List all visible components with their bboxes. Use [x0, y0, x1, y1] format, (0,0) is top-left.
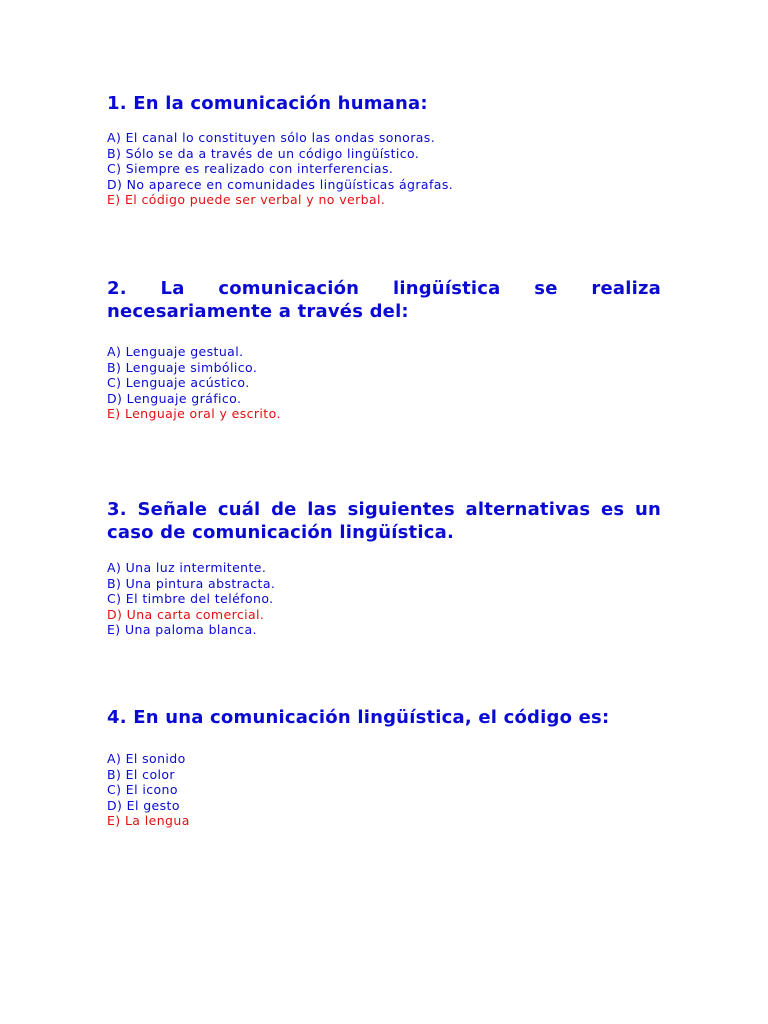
- option-c: C) Siempre es realizado con interferencias.: [107, 161, 394, 176]
- question-3: [107, 498, 661, 638]
- question-1: [107, 92, 661, 208]
- option-d-correct: D) Una carta comercial.: [107, 606, 265, 622]
- option-e-correct: E) La lengua: [107, 813, 190, 828]
- option-c: C) El icono: [107, 782, 178, 797]
- option-b: B) El color: [107, 766, 175, 782]
- question-4: [107, 706, 661, 829]
- option-d: D) No aparece en comunidades lingüísticas ágrafas.: [107, 176, 454, 192]
- option-c: C) El timbre del teléfono.: [107, 591, 274, 606]
- option-b: B) Sólo se da a través de un código lingüístico.: [107, 145, 420, 161]
- option-a: A) El canal lo constituyen sólo las ondas sonoras.: [107, 130, 436, 145]
- option-d: D) El gesto: [107, 797, 180, 813]
- option-a: A) Lenguaje gestual.: [107, 344, 244, 359]
- question-3-options: [107, 560, 661, 638]
- question-1-options: [107, 130, 661, 208]
- option-e-correct: E) El código puede ser verbal y no verbal.: [107, 192, 386, 207]
- question-4-options: [107, 751, 661, 829]
- option-b: B) Una pintura abstracta.: [107, 575, 276, 591]
- option-d: D) Lenguaje gráfico.: [107, 390, 242, 406]
- question-2-options: [107, 344, 661, 422]
- option-e: E) Una paloma blanca.: [107, 622, 257, 637]
- question-3-title: 3. Señale cuál de las siguientes alternativas es un caso de comunicación lingüística.: [107, 499, 661, 543]
- option-b: B) Lenguaje simbólico.: [107, 359, 258, 375]
- option-c: C) Lenguaje acústico.: [107, 375, 250, 390]
- question-2-title: 2. La comunicación lingüística se realiza necesariamente a través del:: [107, 278, 661, 322]
- question-1-title: 1. En la comunicación humana:: [107, 93, 428, 114]
- option-a: A) El sonido: [107, 751, 186, 766]
- question-4-title: 4. En una comunicación lingüística, el código es:: [107, 707, 610, 728]
- option-e-correct: E) Lenguaje oral y escrito.: [107, 406, 281, 421]
- question-2: [107, 277, 661, 422]
- option-a: A) Una luz intermitente.: [107, 560, 267, 575]
